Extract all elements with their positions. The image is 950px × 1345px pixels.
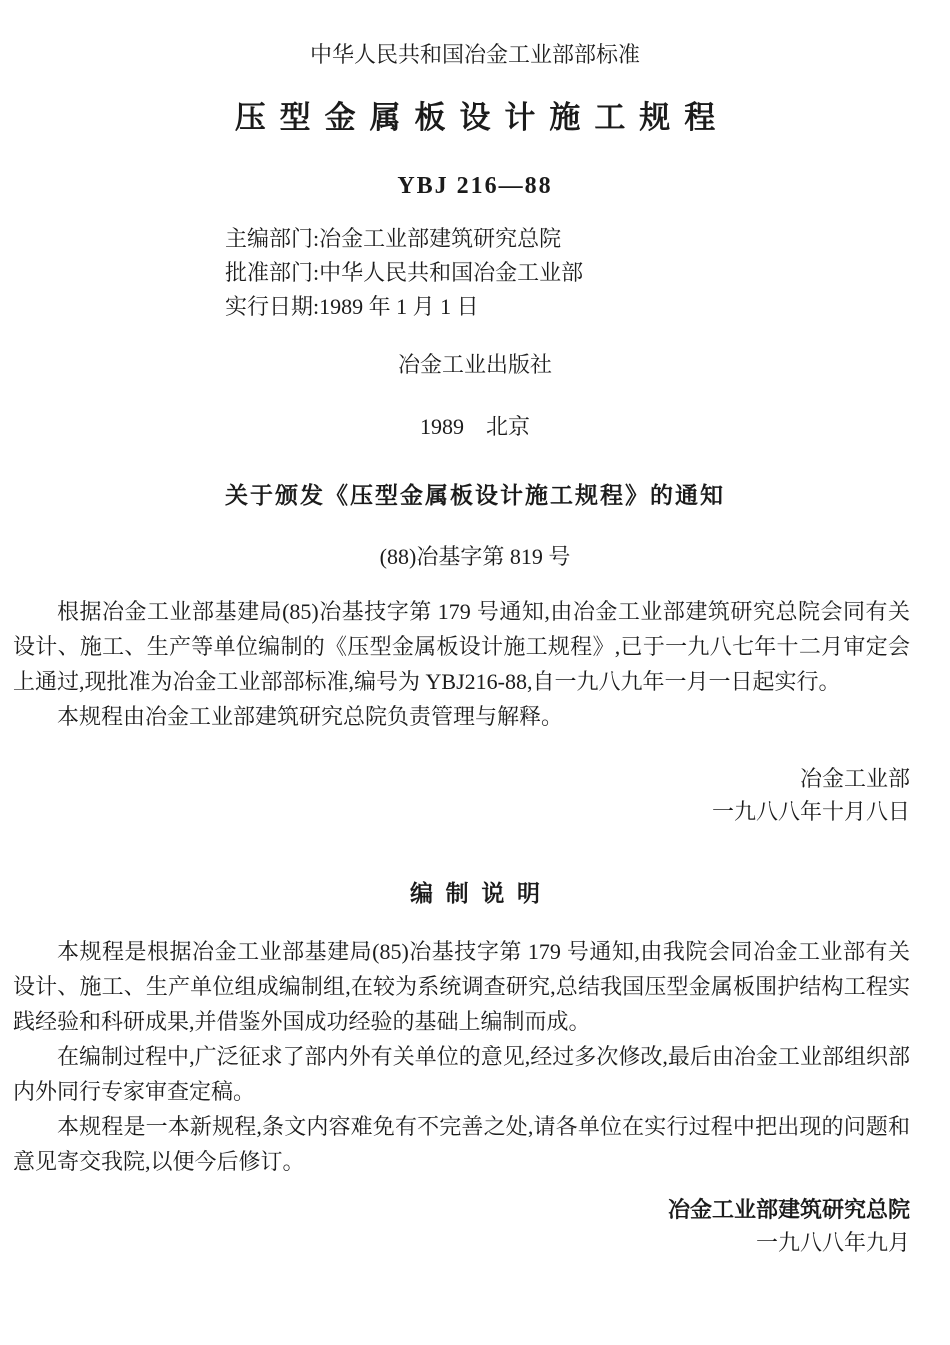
notice-signature-date: 一九八八年十月八日 [711,799,910,824]
document-title: 压型金属板设计施工规程 [234,100,730,135]
notice-paragraph-1: 根据冶金工业部基建局(85)冶基技字第 179 号通知,由冶金工业部建筑研究总院会同有关设计、施工、生产等单位编制的《压型金属板设计施工规程》,已于一九八七年十二月审定会上通过,现批准为冶金工业部部标准,编号为 YBJ216-88,自一九八九年一月一日起实行。 [13,599,910,694]
effective-date-line: 实行日期:1989 年 1 月 1 日 [225,294,479,319]
approval-department-line: 批准部门:中华人民共和国冶金工业部 [225,260,584,285]
explanation-title: 编制说明 [410,881,553,906]
chief-editor-line: 主编部门:冶金工业部建筑研究总院 [225,226,562,251]
notice-doc-number: (88)冶基字第 819 号 [379,544,571,569]
publication-year-city: 1989 北京 [419,414,530,439]
explanation-signature: 冶金工业部建筑研究总院 [667,1197,910,1222]
explanation-paragraph-2: 在编制过程中,广泛征求了部内外有关单位的意见,经过多次修改,最后由冶金工业部组织部内外同行专家审查定稿。 [13,1044,910,1104]
explanation-paragraph-1: 本规程是根据冶金工业部基建局(85)冶基技字第 179 号通知,由我院会同冶金工业部有关设计、施工、生产单位组成编制组,在较为系统调查研究,总结我国压型金属板围护结构工程实践经验和科研成果,并借鉴外国成功经验的基础上编制而成。 [13,939,910,1034]
standard-header: 中华人民共和国冶金工业部部标准 [309,42,640,67]
standard-code: YBJ 216—88 [397,173,553,199]
notice-body [0,594,950,828]
info-block [225,222,950,324]
notice-signature-block [13,762,910,828]
publisher: 冶金工业出版社 [397,352,552,377]
explanation-signature-block [13,1193,910,1259]
notice-title: 关于颁发《压型金属板设计施工规程》的通知 [225,483,725,508]
notice-signature: 冶金工业部 [799,766,910,791]
explanation-paragraph-3: 本规程是一本新规程,条文内容难免有不完善之处,请各单位在实行过程中把出现的问题和意见寄交我院,以便今后修订。 [13,1114,910,1174]
notice-paragraph-2: 本规程由冶金工业部建筑研究总院负责管理与解释。 [57,704,564,729]
explanation-signature-date: 一九八八年九月 [755,1230,910,1255]
explanation-body [0,934,950,1259]
